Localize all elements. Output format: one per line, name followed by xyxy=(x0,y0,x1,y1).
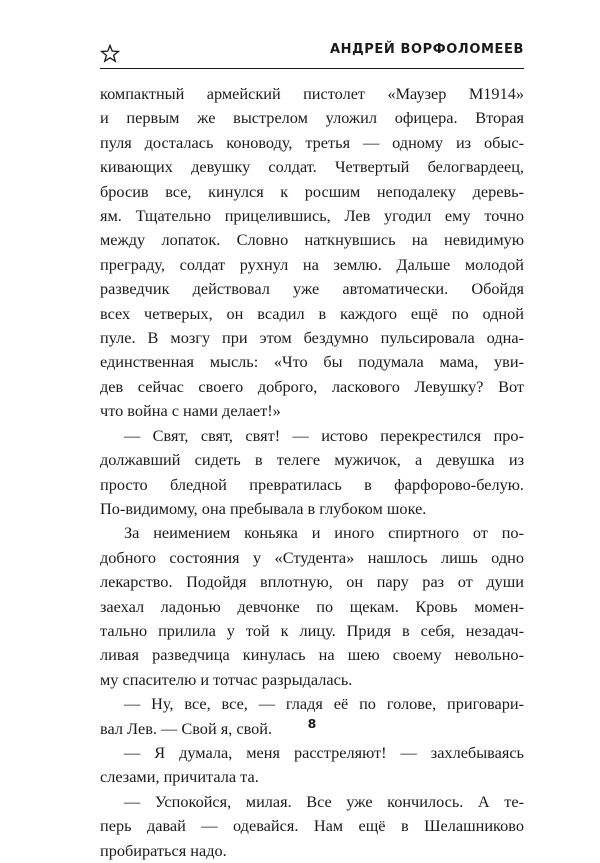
text-line: — Успокойся, милая. Все уже кончилось. А те- xyxy=(124,791,524,811)
text-line: добного состояния у «Студента» нашлось лишь одно xyxy=(100,547,524,567)
star-outline-icon xyxy=(100,44,120,64)
header-rule xyxy=(100,68,524,69)
text-line: вал Лев. — Свой я, свой. xyxy=(100,718,273,738)
text-line: единственная мысль: «Что бы подумала мама, уви- xyxy=(100,352,524,372)
text-line: должавший сидеть в телеге мужичок, а девушка из xyxy=(100,450,524,470)
text-line: всех четверых, он всадил в каждого ещё по одной xyxy=(100,303,524,323)
text-line: лекарство. Подойдя вплотную, он пару раз от души xyxy=(100,572,524,592)
text-line: ям. Тщательно прицелившись, Лев угодил ему точно xyxy=(100,206,524,226)
text-line: между лопаток. Словно наткнувшись на невидимую xyxy=(100,230,524,250)
text-line: компактный армейский пистолет «Маузер M1914» xyxy=(100,84,524,103)
paragraph xyxy=(100,741,524,790)
text-line: и первым же выстрелом уложил офицера. Вторая xyxy=(100,108,524,128)
paragraph xyxy=(100,521,524,692)
running-header xyxy=(100,40,524,64)
text-line: ливая разведчица кинулась на шею своему невольно- xyxy=(100,645,524,665)
text-line: тально прилила у той к лицу. Придя в себя, незадач- xyxy=(100,620,524,640)
text-line: По-видимому, она пребывала в глубоком шоке. xyxy=(100,498,427,518)
paragraph xyxy=(100,82,524,424)
text-line: просто бледной превратилась в фарфорово-белую. xyxy=(100,474,524,494)
paragraph xyxy=(100,424,524,522)
text-line: За неимением коньяка и иного спиртного от по- xyxy=(124,523,524,543)
text-line: — Я думала, меня расстреляют! — захлебываясь xyxy=(124,742,524,762)
author-name: АНДРЕЙ ВОРФОЛОМЕЕВ xyxy=(329,42,524,57)
text-line: — Ну, все, все, — гладя её по голове, приговари- xyxy=(124,694,524,714)
text-line: преграду, солдат рухнул на землю. Дальше молодой xyxy=(100,254,524,274)
text-line: что война с нами делает!» xyxy=(100,401,281,421)
text-line: дев сейчас своего доброго, ласкового Левушку? Вот xyxy=(100,376,524,396)
text-line: слезами, причитала та. xyxy=(100,767,259,787)
text-line: заехал ладонью девчонке по щекам. Кровь момен- xyxy=(100,596,524,616)
text-line: пуля досталась коноводу, третья — одному из обыс- xyxy=(100,132,524,152)
text-line: пуле. В мозгу при этом бездумно пульсировала одна- xyxy=(100,328,524,348)
text-line: разведчик действовал уже автоматически. Обойдя xyxy=(100,279,524,299)
text-line: перь давай — одевайся. Нам ещё в Шелашниково xyxy=(100,816,524,836)
text-line: пробираться надо. xyxy=(100,840,227,860)
page-number: 8 xyxy=(307,716,317,731)
text-line: кивающих девушку солдат. Четвертый белогвардеец, xyxy=(100,157,524,177)
body-text xyxy=(100,82,524,863)
paragraph xyxy=(100,790,524,863)
text-line: му спасителю и тотчас разрыдалась. xyxy=(100,669,353,689)
text-line: — Свят, свят, свят! — истово перекрестился про- xyxy=(124,425,524,445)
text-line: бросив все, кинулся к росшим неподалеку деревь- xyxy=(100,181,524,201)
